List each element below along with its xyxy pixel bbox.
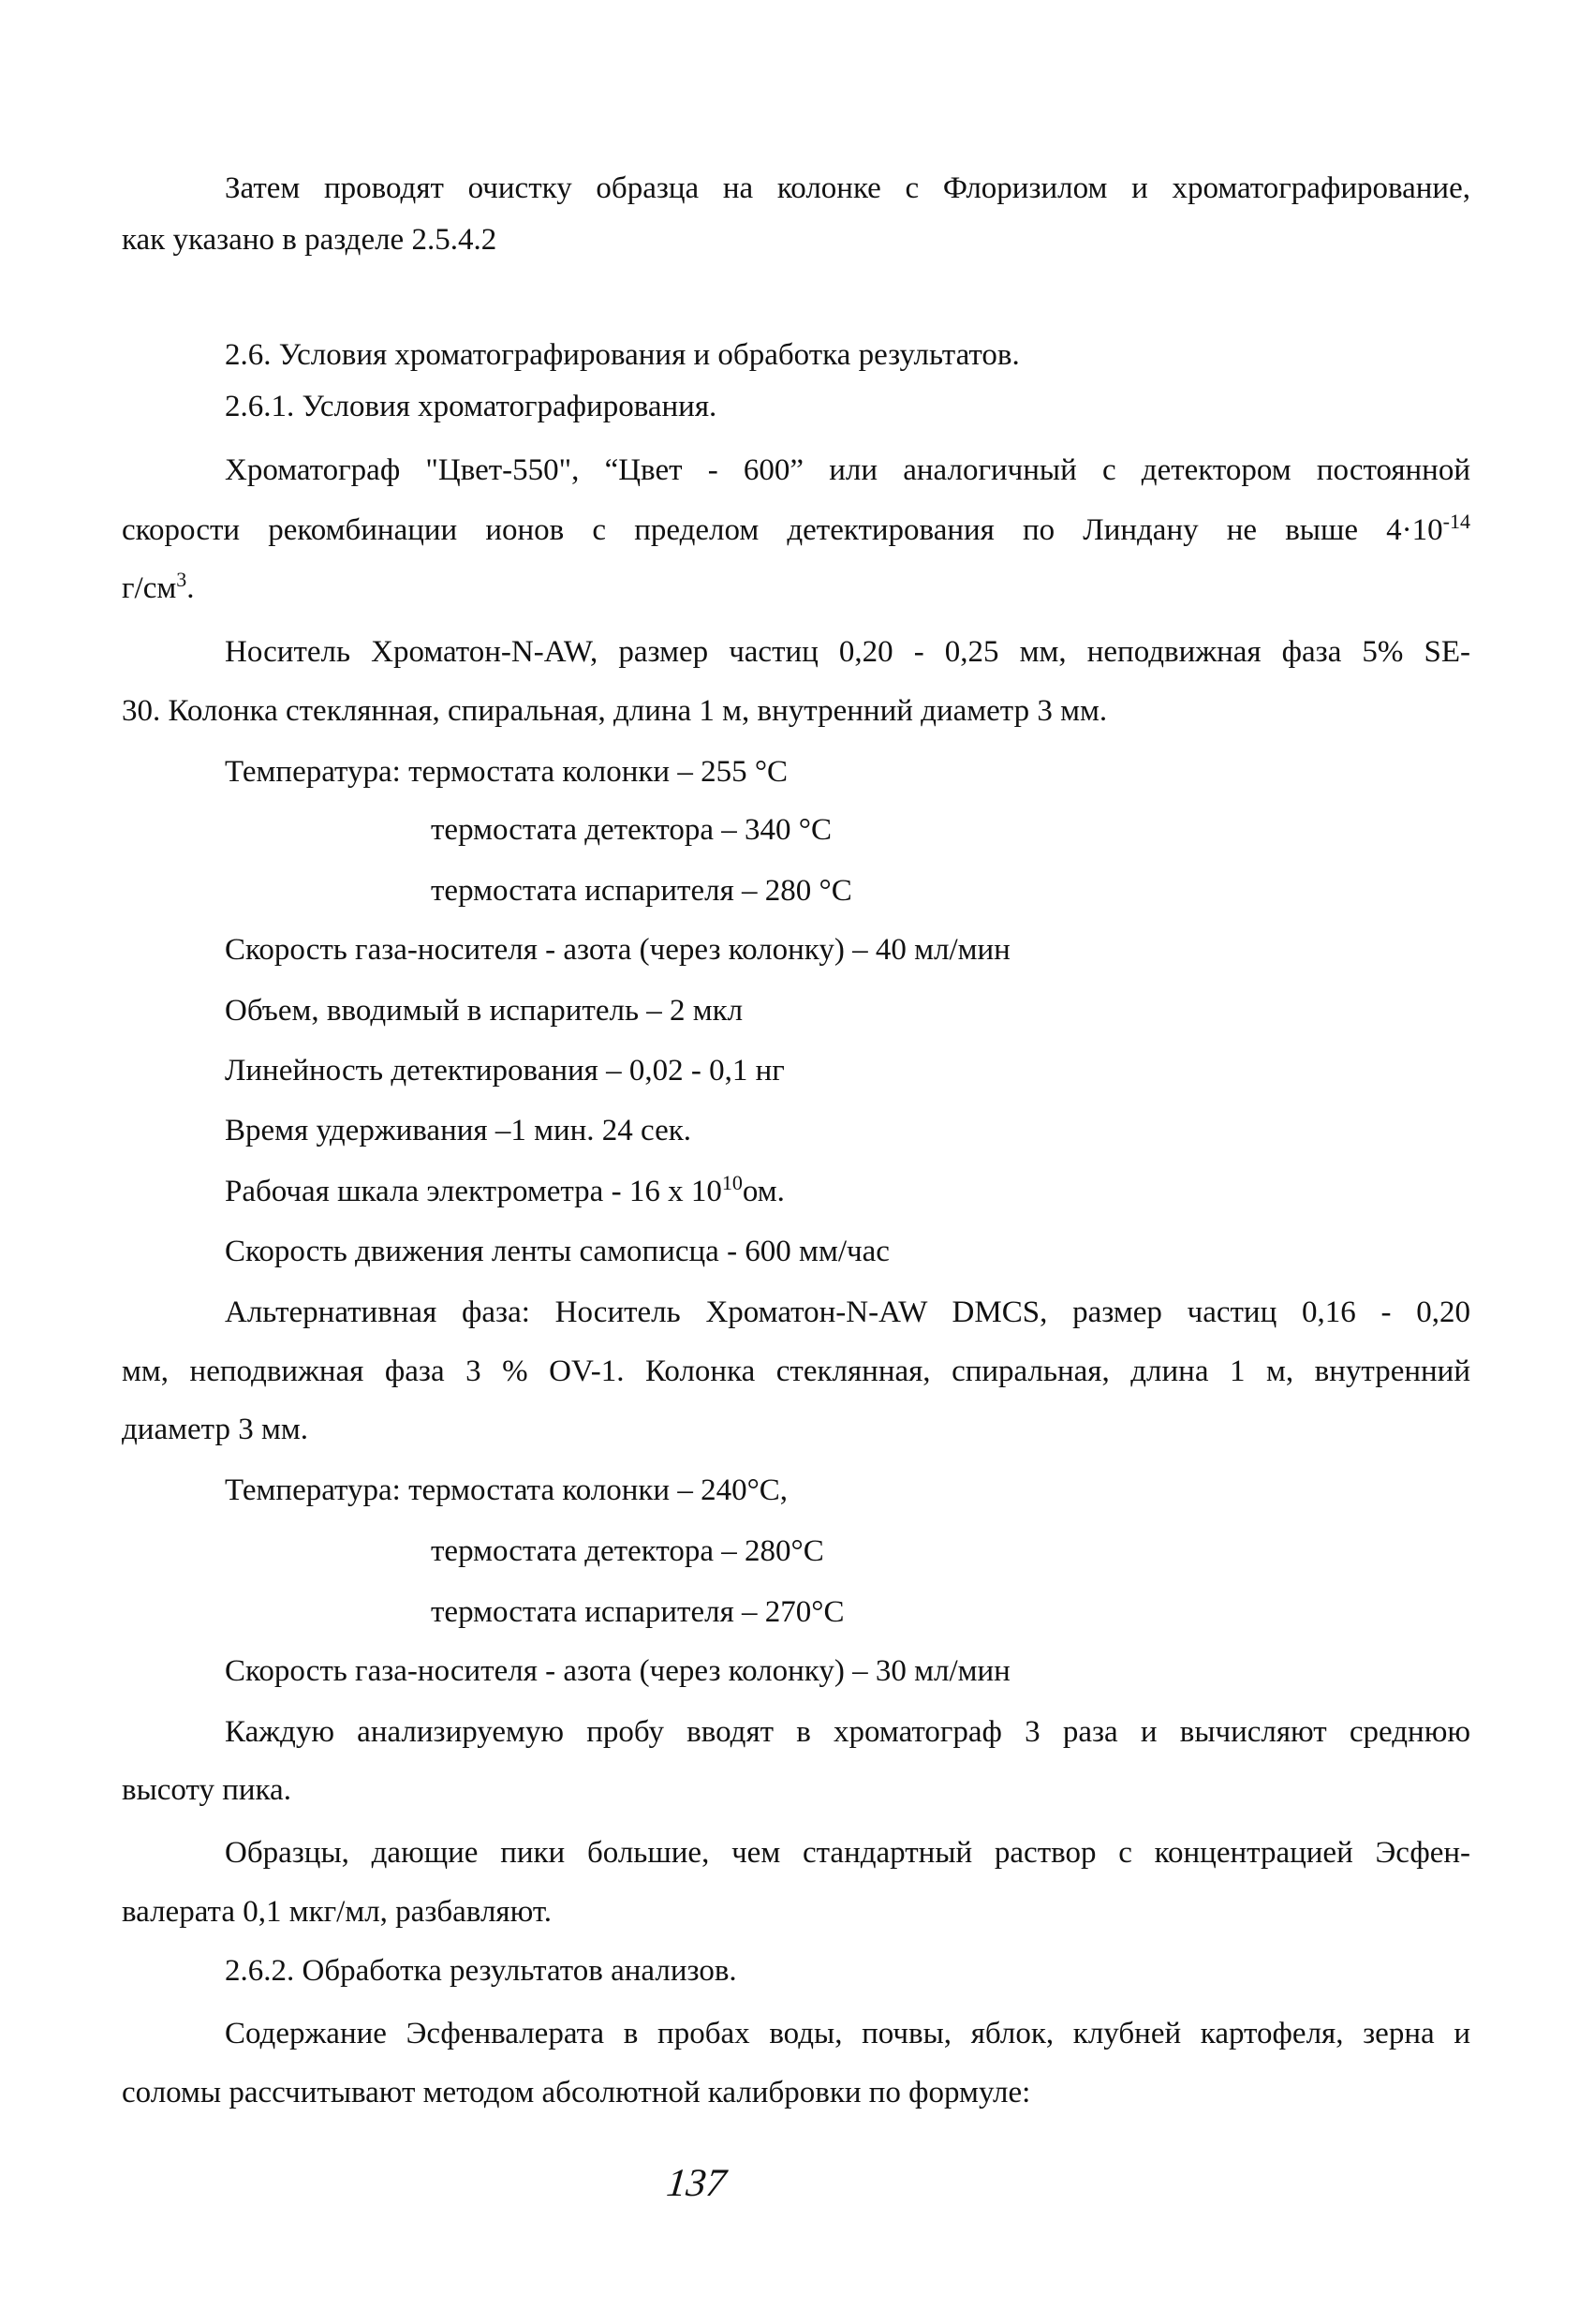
parameter-line: Скорость газа-носителя - азота (через колонку) – 40 мл/мин [225,933,1011,967]
parameter-line: Линейность детектирования – 0,02 - 0,1 нг [225,1054,785,1088]
parameter-line: Скорость газа-носителя - азота (через колонку) – 30 мл/мин [225,1654,1011,1688]
text-fragment: скорости рекомбинации ионов с пределом детектирования по Линдану не выше 4·10 [122,513,1443,547]
superscript: -14 [1442,510,1470,533]
paragraph-line: Затем проводят очистку образца на колонке с Флоризилом и хроматографирование, [225,171,1470,205]
paragraph-line: валерата 0,1 мкг/мл, разбавляют. [122,1895,553,1929]
paragraph-line: Содержание Эсфенвалерата в пробах воды, почвы, яблок, клубней картофеля, зерна и [225,2017,1470,2050]
temperature-line: Температура: термостата колонки – 240°С, [225,1473,789,1507]
paragraph-line: Образцы, дающие пики большие, чем стандартный раствор с концентрацией Эсфен- [225,1836,1470,1870]
subsection-heading: 2.6.1. Условия хроматографирования. [225,390,717,423]
paragraph-line: мм, неподвижная фаза 3 % OV-1. Колонка стеклянная, спиральная, длина 1 м, внутренний [122,1354,1470,1388]
paragraph-line [122,510,1470,547]
text-fragment: г/см [122,571,177,605]
page-number: 137 [664,2162,729,2205]
parameter-line: Объем, вводимый в испаритель – 2 мкл [225,994,744,1028]
paragraph-line: Альтернативная фаза: Носитель Хроматон-N-AW DMCS, размер частиц 0,16 - 0,20 [225,1295,1470,1329]
text-fragment: ом. [742,1175,785,1208]
parameter-line [225,1171,785,1208]
temperature-line: термостата испарителя – 280 °С [431,874,852,908]
temperature-line: термостата детектора – 280°С [431,1534,824,1568]
superscript: 3 [176,568,187,591]
paragraph-line: Хроматограф "Цвет-550", “Цвет - 600” или аналогичный с детектором постоянной [225,453,1470,487]
section-heading: 2.6. Условия хроматографирования и обработка результатов. [225,338,1020,372]
parameter-line: Скорость движения ленты самописца - 600 мм/час [225,1235,890,1268]
subsection-heading: 2.6.2. Обработка результатов анализов. [225,1954,737,1988]
temperature-line: Температура: термостата колонки – 255 °С [225,755,789,789]
paragraph-line: диаметр 3 мм. [122,1413,308,1446]
temperature-line: термостата испарителя – 270°С [431,1595,845,1629]
paragraph-line: соломы рассчитывают методом абсолютной калибровки по формуле: [122,2076,1031,2109]
paragraph-line [122,568,195,605]
temperature-line: термостата детектора – 340 °С [431,813,832,847]
parameter-line: Время удерживания –1 мин. 24 сек. [225,1114,692,1147]
text-fragment: . [186,571,195,605]
paragraph-line: Носитель Хроматон-N-AW, размер частиц 0,20 - 0,25 мм, неподвижная фаза 5% SE- [225,635,1470,669]
paragraph-line: высоту пика. [122,1773,291,1807]
paragraph-line: как указано в разделе 2.5.4.2 [122,223,497,257]
paragraph-line: 30. Колонка стеклянная, спиральная, длина 1 м, внутренний диаметр 3 мм. [122,694,1108,728]
paragraph-line: Каждую анализируемую пробу вводят в хроматограф 3 раза и вычисляют среднюю [225,1715,1470,1749]
superscript: 10 [721,1171,743,1194]
text-fragment: Рабочая шкала электрометра - 16 х 10 [225,1175,722,1208]
